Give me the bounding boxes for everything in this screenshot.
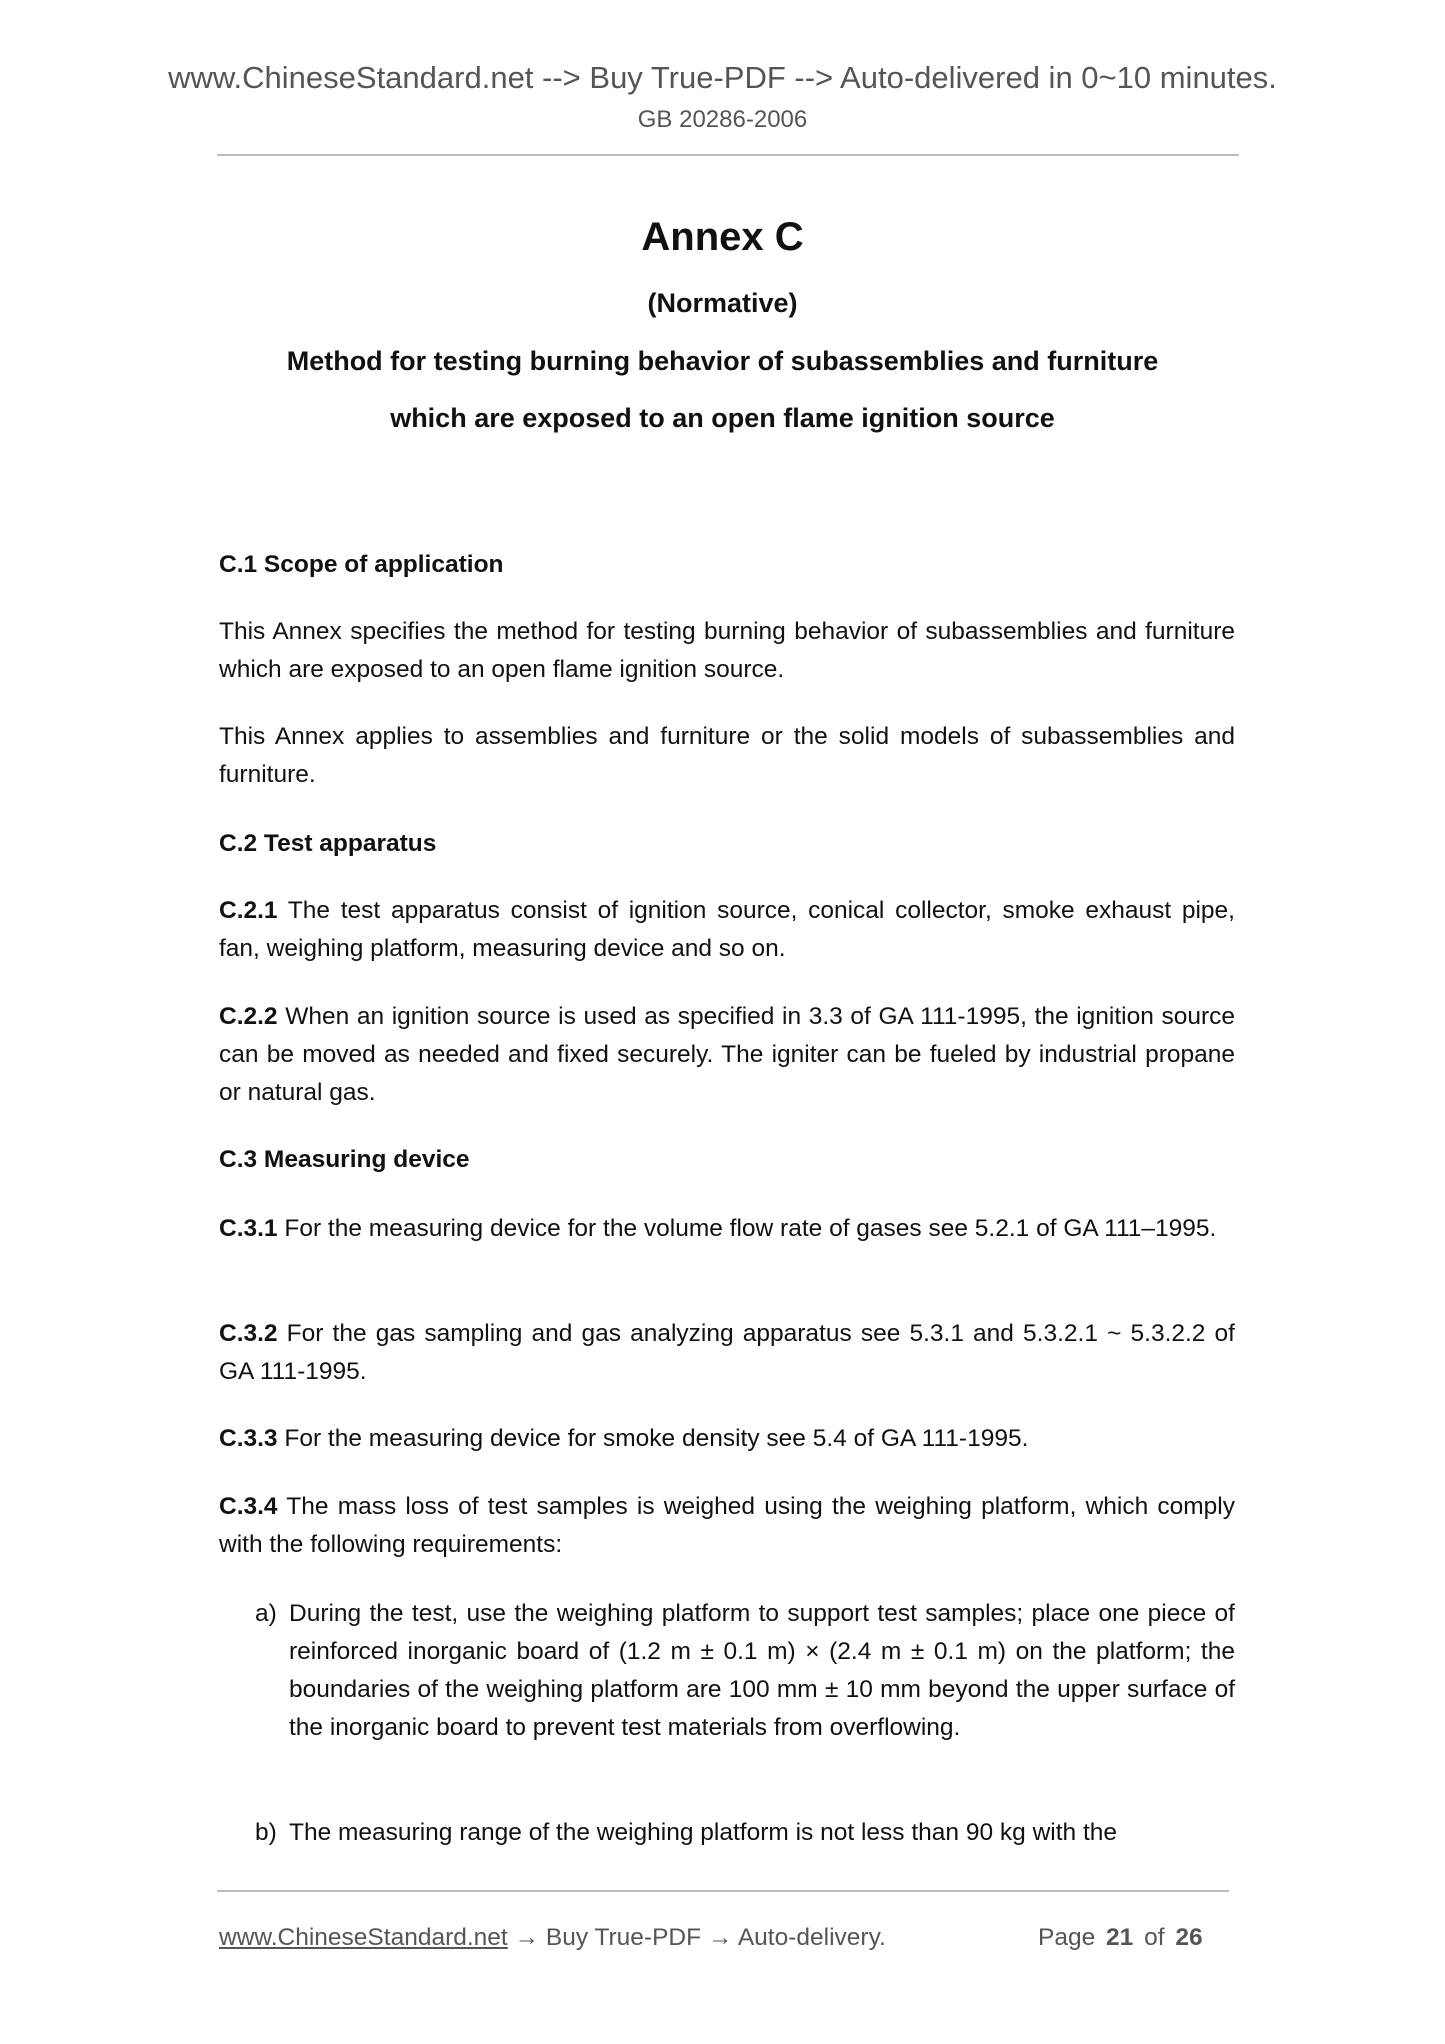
clause-number: C.3.2 — [219, 1320, 278, 1347]
of-label: of — [1144, 1924, 1165, 1951]
header-banner: www.ChineseStandard.net --> Buy True-PDF --> Auto-delivered in 0~10 minutes. — [168, 60, 1277, 95]
clause-c31 — [219, 1210, 1235, 1248]
list-item — [255, 1814, 1235, 1852]
clause-number: C.3.3 — [219, 1425, 278, 1452]
list-text: During the test, use the weighing platform to support test samples; place one piece of reinforced inorganic board of (1.2 m ± 0.1 m) × (2.4 m ± 0.1 m) on the platform; the boundaries of the weighing platform are 100 mm ± 10 mm beyond the upper surface of the inorganic board to prevent test materials from overflowing. — [289, 1600, 1235, 1741]
page-number: 21 — [1106, 1924, 1134, 1951]
annex-subtitle-line1: Method for testing burning behavior of subassemblies and furniture — [286, 346, 1159, 376]
section-c1-heading: C.1 Scope of application — [219, 551, 504, 578]
section-c3-heading: C.3 Measuring device — [219, 1146, 470, 1173]
clause-text: For the measuring device for the volume flow rate of gases see 5.2.1 of GA 111–1995. — [277, 1215, 1217, 1242]
arrow-icon: → — [507, 1924, 546, 1951]
page-total: 26 — [1175, 1924, 1203, 1951]
clause-c34 — [219, 1488, 1235, 1564]
footer-delivery-text: Auto-delivery. — [737, 1924, 886, 1951]
annex-type: (Normative) — [647, 288, 798, 318]
clause-c22 — [219, 998, 1235, 1112]
clause-number: C.3.1 — [219, 1215, 278, 1242]
clause-text: The test apparatus consist of ignition source, conical collector, smoke exhaust pipe, fan, weighing platform, measuring device and so on. — [219, 897, 1235, 962]
footer-divider — [217, 1890, 1229, 1892]
section-c1-paragraph-2: This Annex applies to assemblies and furniture or the solid models of subassemblies and furniture. — [219, 723, 1235, 788]
list-marker: a) — [255, 1600, 277, 1627]
document-id: GB 20286-2006 — [637, 106, 808, 133]
list-text: The measuring range of the weighing platform is not less than 90 kg with the — [289, 1819, 1118, 1846]
annex-title: Annex C — [641, 215, 804, 259]
section-c1-paragraph-1: This Annex specifies the method for testing burning behavior of subassemblies and furniture which are exposed to an open flame ignition source. — [219, 618, 1235, 683]
list-marker: b) — [255, 1819, 277, 1846]
list-item — [255, 1595, 1235, 1747]
section-c2-heading: C.2 Test apparatus — [219, 830, 437, 857]
clause-text: The mass loss of test samples is weighed using the weighing platform, which comply with the following requirements: — [219, 1493, 1235, 1558]
footer-left — [219, 1924, 886, 1952]
clause-text: For the measuring device for smoke density see 5.4 of GA 111-1995. — [277, 1425, 1029, 1452]
clause-number: C.2.1 — [219, 897, 278, 924]
clause-c21 — [219, 892, 1235, 968]
clause-c33 — [219, 1420, 1235, 1458]
annex-subtitle-line2: which are exposed to an open flame ignition source — [390, 403, 1055, 433]
clause-number: C.3.4 — [219, 1493, 278, 1520]
footer-site-link[interactable]: www.ChineseStandard.net — [219, 1924, 508, 1951]
clause-number: C.2.2 — [219, 1003, 278, 1030]
page-indicator — [1038, 1924, 1203, 1952]
clause-text: When an ignition source is used as specified in 3.3 of GA 111-1995, the ignition source can be moved as needed and fixed securely. The igniter can be fueled by industrial propane or natural gas. — [219, 1003, 1235, 1106]
clause-text: For the gas sampling and gas analyzing apparatus see 5.3.1 and 5.3.2.1 ~ 5.3.2.2 of GA 111-1995. — [219, 1320, 1235, 1385]
clause-c32 — [219, 1315, 1235, 1391]
arrow-icon: → — [701, 1924, 738, 1951]
page-label: Page — [1038, 1924, 1096, 1951]
footer-buy-text: Buy True-PDF — [545, 1924, 702, 1951]
header-divider — [217, 154, 1239, 156]
